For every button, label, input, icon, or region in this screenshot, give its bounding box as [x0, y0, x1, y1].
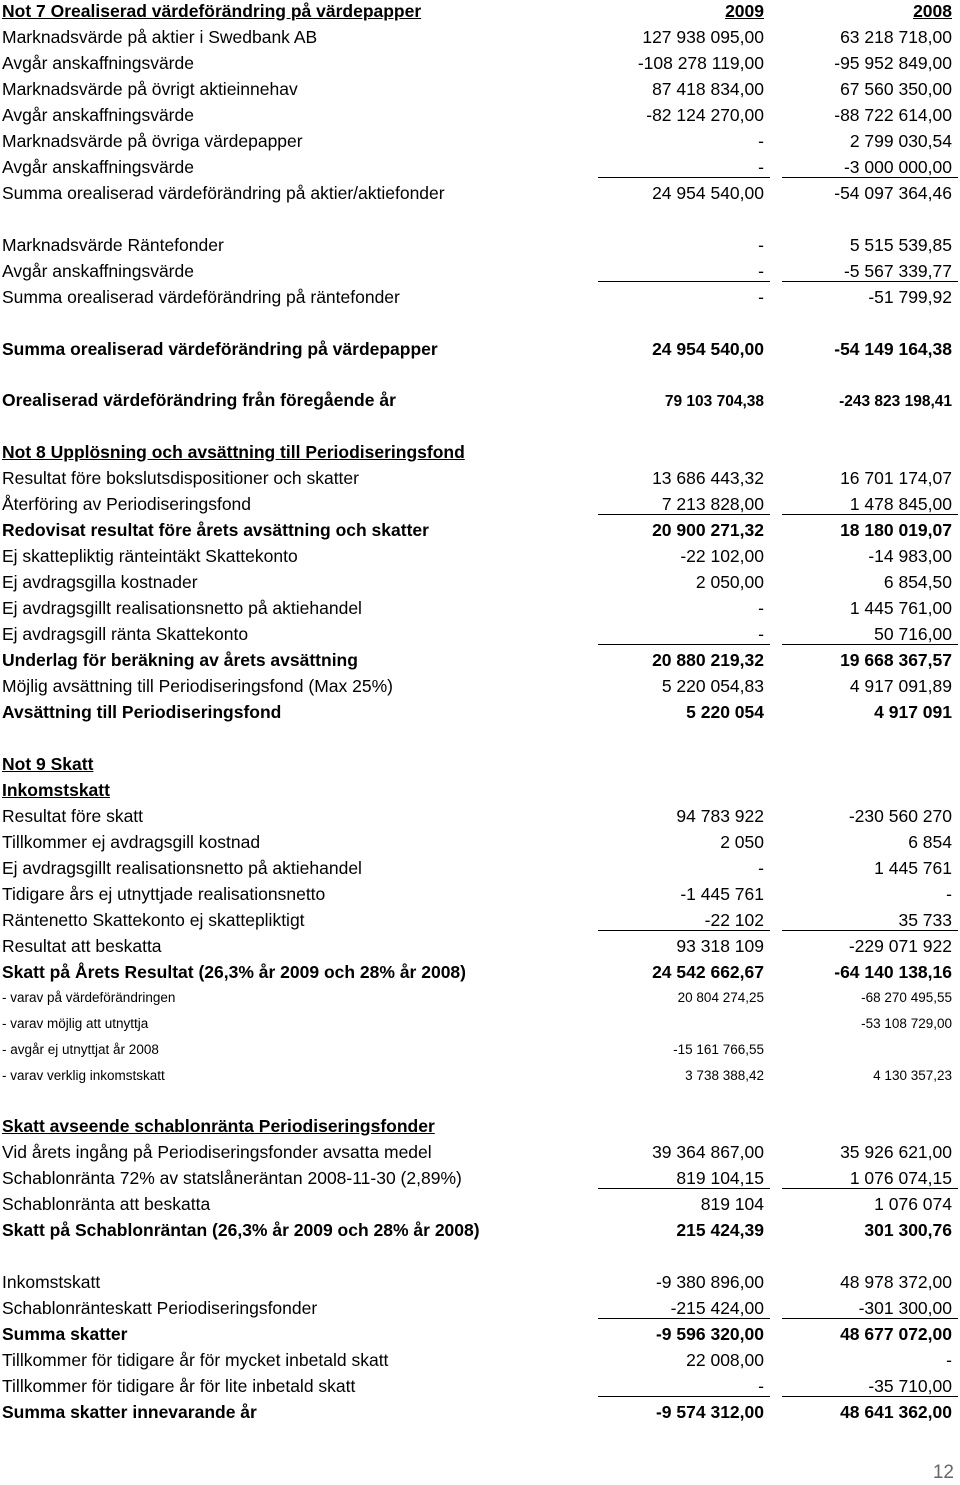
table-row [2, 1321, 958, 1347]
value-2009: 13 686 443,32 [652, 468, 764, 488]
table-row [2, 569, 958, 595]
row-label: Skatt på Årets Resultat (26,3% år 2009 och 28% år 2008) [2, 962, 466, 982]
value-2009: -22 102 [704, 910, 764, 930]
note9-title: Not 9 Skatt [2, 754, 94, 774]
value-2008: 1 445 761 [874, 858, 952, 878]
sum-line [782, 281, 958, 282]
row-label: Tillkommer ej avdragsgill kostnad [2, 832, 261, 852]
table-row [2, 1191, 958, 1217]
table-row [2, 128, 958, 154]
note9-header-row [2, 751, 958, 777]
row-label: - avgår ej utnyttjat år 2008 [2, 1042, 159, 1057]
row-label: Summa skatter [2, 1324, 128, 1344]
row-label: Ej avdragsgillt realisationsnetto på aktiehandel [2, 858, 362, 878]
row-label: Resultat före bokslutsdispositioner och skatter [2, 468, 359, 488]
table-row [2, 985, 958, 1011]
year-2008-header: 2008 [913, 1, 952, 21]
value-2009: -108 278 119,00 [637, 53, 764, 73]
value-2008: 16 701 174,07 [840, 468, 952, 488]
value-2008: -68 270 495,55 [861, 990, 952, 1005]
value-2008: 6 854,50 [883, 572, 952, 592]
row-label: Skatt på Schablonräntan (26,3% år 2009 och 28% år 2008) [2, 1220, 480, 1240]
row-label: Summa orealiserad värdeförändring på räntefonder [2, 287, 400, 307]
sum-line [598, 930, 770, 931]
value-2009: -9 596 320,00 [655, 1324, 764, 1344]
value-2008: -301 300,00 [858, 1298, 952, 1318]
value-2009: - [758, 261, 764, 281]
row-label: Återföring av Periodiseringsfond [2, 494, 252, 514]
sum-line [782, 514, 958, 515]
row-label: Ej avdragsgilla kostnader [2, 572, 198, 592]
note9-subheader-row [2, 777, 958, 803]
table-row [2, 647, 958, 673]
value-2008: 301 300,76 [864, 1220, 952, 1240]
table-row [2, 673, 958, 699]
row-label: Avgår anskaffningsvärde [2, 157, 194, 177]
row-label: Räntenetto Skattekonto ej skattepliktigt [2, 910, 305, 930]
table-row [2, 1037, 958, 1063]
row-label: Avgår anskaffningsvärde [2, 105, 194, 125]
row-label: Schablonränta att beskatta [2, 1194, 211, 1214]
value-2009: - [758, 235, 764, 255]
value-2009: 5 220 054 [686, 702, 764, 722]
table-row [2, 1217, 958, 1243]
table-row [2, 699, 958, 725]
value-2009: 2 050 [720, 832, 764, 852]
value-2009: 5 220 054,83 [661, 676, 764, 696]
value-2008: 2 799 030,54 [849, 131, 952, 151]
sum-line [782, 1396, 958, 1397]
table-row [2, 1139, 958, 1165]
row-label: Summa orealiserad värdeförändring på värdepapper [2, 339, 438, 359]
row-label: Marknadsvärde på övriga värdepapper [2, 131, 303, 151]
table-row [2, 24, 958, 50]
row-label: Resultat att beskatta [2, 936, 162, 956]
note7-title: Not 7 Orealiserad värdeförändring på värdepapper [2, 1, 422, 21]
value-2008: 1 076 074,15 [849, 1168, 952, 1188]
value-2008: 35 926 621,00 [840, 1142, 952, 1162]
value-2008: -229 071 922 [848, 936, 952, 956]
value-2009: 93 318 109 [676, 936, 764, 956]
value-2009: 20 804 274,25 [677, 990, 764, 1005]
value-2008: -3 000 000,00 [843, 157, 952, 177]
value-2009: 127 938 095,00 [642, 27, 764, 47]
note7-header-row [2, 0, 958, 24]
sum-line [782, 177, 958, 178]
table-row [2, 803, 958, 829]
value-2008: -243 823 198,41 [839, 393, 952, 410]
value-2009: 24 542 662,67 [652, 962, 764, 982]
sum-line [598, 1188, 770, 1189]
value-2008: -35 710,00 [868, 1376, 952, 1396]
value-2008: -53 108 729,00 [861, 1016, 952, 1031]
sum-line [598, 514, 770, 515]
value-2008: 1 076 074 [874, 1194, 952, 1214]
row-label: Redovisat resultat före årets avsättning och skatter [2, 520, 429, 540]
table-row [2, 284, 958, 310]
sum-line [598, 281, 770, 282]
sum-line [598, 1318, 770, 1319]
value-2008: 4 130 357,23 [873, 1068, 952, 1083]
table-row [2, 50, 958, 76]
table-row [2, 1063, 958, 1089]
value-2009: 20 900 271,32 [652, 520, 764, 540]
value-2009: 7 213 828,00 [661, 494, 764, 514]
value-2009: -215 424,00 [670, 1298, 764, 1318]
note8-title: Not 8 Upplösning och avsättning till Periodiseringsfond [2, 442, 465, 462]
row-label: Schablonränteskatt Periodiseringsfonder [2, 1298, 318, 1318]
value-2009: 3 738 388,42 [685, 1068, 764, 1083]
value-2009: 87 418 834,00 [652, 79, 764, 99]
value-2008: -88 722 614,00 [834, 105, 952, 125]
row-label: Tillkommer för tidigare år för mycket inbetald skatt [2, 1350, 389, 1370]
row-label: Marknadsvärde på aktier i Swedbank AB [2, 27, 318, 47]
value-2009: -1 445 761 [680, 884, 764, 904]
value-2008: 1 445 761,00 [849, 598, 952, 618]
sum-line [782, 1188, 958, 1189]
row-label: Tillkommer för tidigare år för lite inbetald skatt [2, 1376, 356, 1396]
table-row [2, 595, 958, 621]
value-2008: 48 641 362,00 [840, 1402, 952, 1422]
value-2009: 819 104,15 [676, 1168, 764, 1188]
value-2009: 215 424,39 [676, 1220, 764, 1240]
table-row [2, 543, 958, 569]
table-row [2, 387, 958, 413]
schablon-title: Skatt avseende schablonränta Periodiseringsfonder [2, 1116, 435, 1136]
table-row [2, 829, 958, 855]
sum-line [782, 644, 958, 645]
value-2008: -54 149 164,38 [834, 339, 952, 359]
value-2008: -51 799,92 [868, 287, 952, 307]
value-2009: 819 104 [700, 1194, 764, 1214]
value-2009: - [758, 157, 764, 177]
table-row [2, 517, 958, 543]
value-2009: 79 103 704,38 [664, 393, 764, 410]
sum-line [598, 1396, 770, 1397]
value-2008: 19 668 367,57 [840, 650, 952, 670]
value-2008: 5 515 539,85 [849, 235, 952, 255]
value-2009: 2 050,00 [695, 572, 764, 592]
table-row [2, 336, 958, 362]
value-2008: -54 097 364,46 [834, 183, 952, 203]
row-label: Orealiserad värdeförändring från föregående år [2, 390, 396, 410]
table-row [2, 933, 958, 959]
value-2009: -82 124 270,00 [646, 105, 764, 125]
row-label: Vid årets ingång på Periodiseringsfonder avsatta medel [2, 1142, 432, 1162]
value-2009: 20 880 219,32 [652, 650, 764, 670]
value-2008: 48 978 372,00 [840, 1272, 952, 1292]
sum-line [782, 930, 958, 931]
value-2009: -15 161 766,55 [673, 1042, 764, 1057]
value-2008: -95 952 849,00 [834, 53, 952, 73]
table-row [2, 76, 958, 102]
table-row [2, 855, 958, 881]
table-row [2, 1347, 958, 1373]
row-label: - varav på värdeförändringen [2, 990, 176, 1005]
value-2009: -22 102,00 [680, 546, 764, 566]
value-2008: 63 218 718,00 [840, 27, 952, 47]
value-2008: -230 560 270 [848, 806, 952, 826]
value-2008: 4 917 091 [874, 702, 952, 722]
value-2008: - [946, 884, 952, 904]
table-row [2, 959, 958, 985]
value-2009: 39 364 867,00 [652, 1142, 764, 1162]
value-2008: -5 567 339,77 [843, 261, 952, 281]
row-label: Summa orealiserad värdeförändring på aktier/aktiefonder [2, 183, 445, 203]
page-number: 12 [932, 1462, 954, 1483]
table-row [2, 881, 958, 907]
row-label: Avgår anskaffningsvärde [2, 53, 194, 73]
value-2009: 24 954 540,00 [652, 183, 764, 203]
value-2009: -9 380 896,00 [655, 1272, 764, 1292]
value-2009: - [758, 624, 764, 644]
row-label: Tidigare års ej utnyttjade realisationsnetto [2, 884, 326, 904]
schablon-header-row [2, 1113, 958, 1139]
value-2009: - [758, 131, 764, 151]
year-2009-header: 2009 [725, 1, 764, 21]
row-label: Möjlig avsättning till Periodiseringsfond (Max 25%) [2, 676, 394, 696]
row-label: - varav möjlig att utnyttja [2, 1016, 149, 1031]
value-2008: 67 560 350,00 [840, 79, 952, 99]
value-2008: 48 677 072,00 [840, 1324, 952, 1344]
table-row [2, 1269, 958, 1295]
value-2008: -64 140 138,16 [834, 962, 952, 982]
row-label: Avgår anskaffningsvärde [2, 261, 194, 281]
row-label: Ej avdragsgill ränta Skattekonto [2, 624, 249, 644]
value-2009: 94 783 922 [676, 806, 764, 826]
row-label: - varav verklig inkomstskatt [2, 1068, 165, 1083]
value-2008: 1 478 845,00 [849, 494, 952, 514]
row-label: Avsättning till Periodiseringsfond [2, 702, 282, 722]
value-2009: 24 954 540,00 [652, 339, 764, 359]
row-label: Marknadsvärde på övrigt aktieinnehav [2, 79, 298, 99]
row-label: Schablonränta 72% av statslåneräntan 2008-11-30 (2,89%) [2, 1168, 462, 1188]
table-row [2, 232, 958, 258]
value-2008: 18 180 019,07 [840, 520, 952, 540]
value-2009: - [758, 287, 764, 307]
value-2009: -9 574 312,00 [655, 1402, 764, 1422]
sum-line [782, 1318, 958, 1319]
note9-subtitle: Inkomstskatt [2, 780, 110, 800]
row-label: Underlag för beräkning av årets avsättning [2, 650, 358, 670]
note8-header-row [2, 439, 958, 465]
table-row [2, 465, 958, 491]
value-2009: - [758, 858, 764, 878]
table-row [2, 1011, 958, 1037]
value-2008: 35 733 [898, 910, 952, 930]
value-2008: 50 716,00 [874, 624, 952, 644]
value-2008: 6 854 [908, 832, 952, 852]
sum-line [598, 177, 770, 178]
row-label: Ej avdragsgillt realisationsnetto på aktiehandel [2, 598, 362, 618]
row-label: Inkomstskatt [2, 1272, 101, 1292]
value-2009: 22 008,00 [686, 1350, 764, 1370]
row-label: Resultat före skatt [2, 806, 144, 826]
sum-line [598, 644, 770, 645]
table-row [2, 180, 958, 206]
row-label: Summa skatter innevarande år [2, 1402, 257, 1422]
value-2009: - [758, 1376, 764, 1396]
row-label: Ej skattepliktig ränteintäkt Skattekonto [2, 546, 298, 566]
table-row [2, 1399, 958, 1425]
table-row [2, 102, 958, 128]
value-2008: -14 983,00 [868, 546, 952, 566]
value-2008: 4 917 091,89 [849, 676, 952, 696]
value-2008: - [946, 1350, 952, 1370]
value-2009: - [758, 598, 764, 618]
row-label: Marknadsvärde Räntefonder [2, 235, 224, 255]
